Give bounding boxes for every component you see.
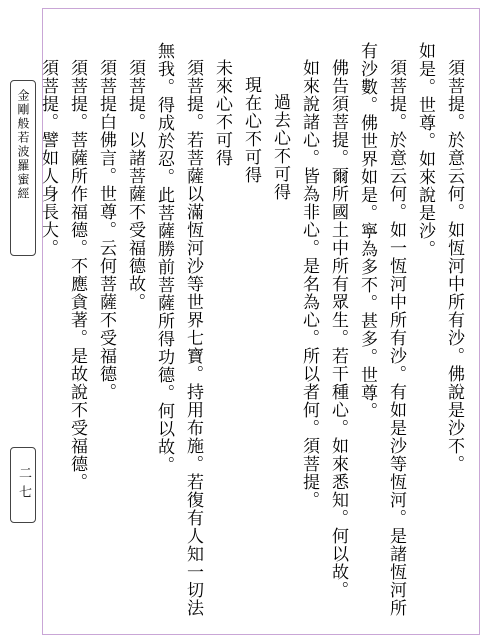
sutra-title: 金剛般若波羅蜜經: [16, 89, 30, 201]
text-column: 須菩提。於意云何。如恆河中所有沙。佛說是沙不。: [444, 59, 464, 473]
text-column: 須菩提。若菩薩以滿恆河沙等世界七寶。持用布施。若復有人知一切法: [183, 59, 203, 617]
text-column: 無我。得成於忍。此菩薩勝前菩薩所得功德。何以故。: [154, 42, 174, 474]
text-column: 過去心不可得: [270, 93, 290, 201]
page-frame-top: [42, 8, 480, 9]
text-column: 如來說諸心。皆為非心。是名為心。所以者何。須菩提。: [299, 59, 319, 509]
scripture-text: [40, 42, 468, 630]
text-column: 如是。世尊。如來說是沙。: [415, 42, 435, 258]
page-frame-bottom: [42, 634, 480, 635]
page-frame-right: [479, 8, 480, 635]
text-column: 未來心不可得: [212, 59, 232, 167]
text-column: 有沙數。佛世界如是。寧為多不。甚多。世尊。: [357, 42, 377, 420]
text-column: 須菩提白佛言。世尊。云何菩薩不受福德。: [96, 59, 116, 401]
text-column: 須菩提。以諸菩薩不受福德故。: [125, 59, 145, 311]
text-column: 須菩提。於意云何。如一恆河中所有沙。有如是沙等恆河。是諸恆河所: [386, 59, 406, 617]
page-number: 二七: [16, 466, 31, 504]
text-column: 須菩提。菩薩所作福德。不應貪著。是故說不受福德。: [67, 59, 87, 491]
text-column: 現在心不可得: [241, 76, 261, 184]
text-column: 佛告須菩提。爾所國土中所有眾生。若干種心。如來悉知。何以故。: [328, 59, 348, 599]
text-column: 須菩提。譬如人身長大。: [38, 59, 58, 257]
